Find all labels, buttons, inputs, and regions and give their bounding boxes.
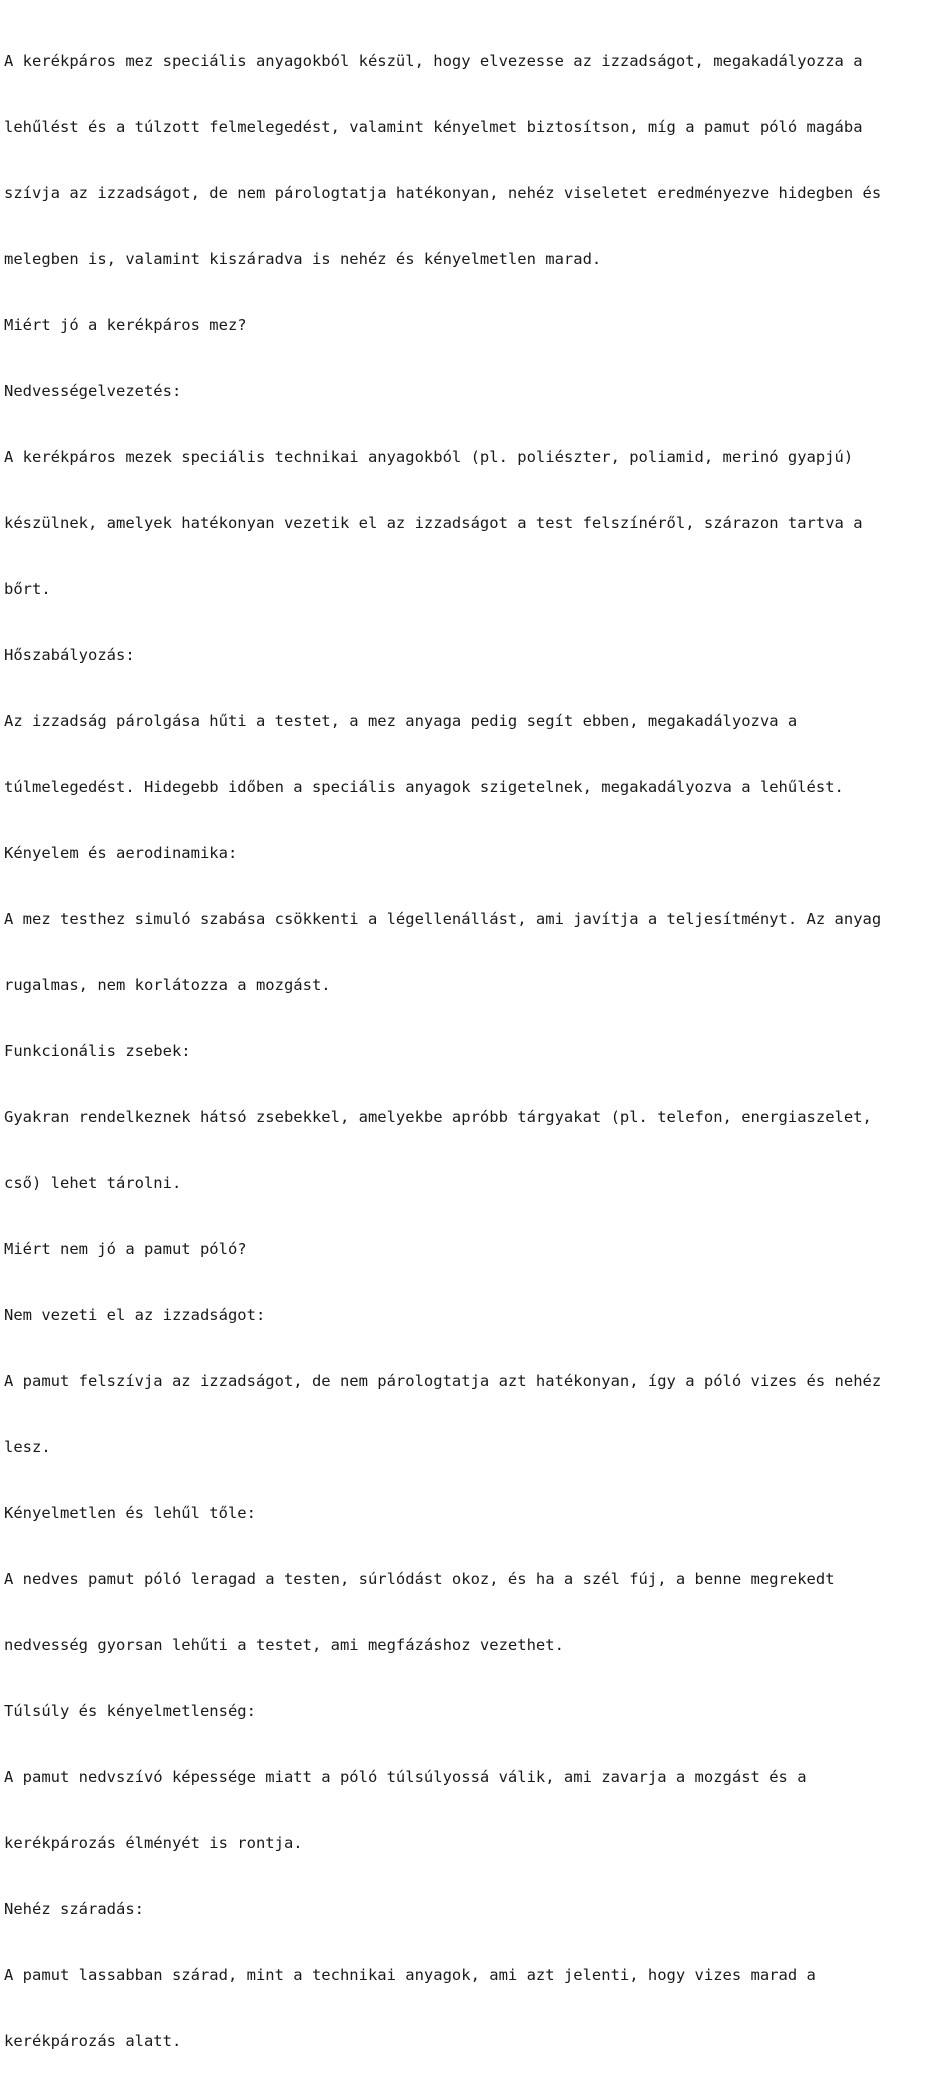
paragraph-line: Az izzadság párolgása hűti a testet, a mez anyaga pedig segít ebben, megakadályozva a: [4, 712, 798, 730]
paragraph-line: A kerékpáros mez speciális anyagokból készül, hogy elvezesse az izzadságot, megakadályozza a: [4, 52, 863, 70]
paragraph-line: A pamut lassabban szárad, mint a technikai anyagok, ami azt jelenti, hogy vizes marad a: [4, 1966, 816, 1984]
paragraph-line: kerékpározás élményét is rontja.: [4, 1834, 303, 1852]
subheading: Nedvességelvezetés:: [4, 382, 182, 400]
paragraph-line: szívja az izzadságot, de nem párologtatja hatékonyan, nehéz viseletet eredményezve hidegben és: [4, 184, 882, 202]
paragraph-line: A nedves pamut póló leragad a testen, súrlódást okoz, és ha a szél fúj, a benne megrekedt: [4, 1570, 835, 1588]
paragraph-line: A kerékpáros mezek speciális technikai anyagokból (pl. poliészter, poliamid, merinó gyapjú): [4, 448, 854, 466]
subheading: Nehéz száradás:: [4, 1900, 144, 1918]
subheading: Nem vezeti el az izzadságot:: [4, 1306, 266, 1324]
paragraph-line: cső) lehet tárolni.: [4, 1174, 182, 1192]
paragraph-line: készülnek, amelyek hatékonyan vezetik el az izzadságot a test felszínéről, szárazon tartva a: [4, 514, 863, 532]
paragraph-line: A pamut felszívja az izzadságot, de nem párologtatja azt hatékonyan, így a póló vizes és nehéz: [4, 1372, 882, 1390]
section-heading: Miért nem jó a pamut póló?: [4, 1240, 247, 1258]
paragraph-line: rugalmas, nem korlátozza a mozgást.: [4, 976, 331, 994]
subheading: Kényelem és aerodinamika:: [4, 844, 238, 862]
paragraph-line: kerékpározás alatt.: [4, 2032, 182, 2050]
paragraph-line: lesz.: [4, 1438, 51, 1456]
section-heading: Miért jó a kerékpáros mez?: [4, 316, 247, 334]
subheading: Túlsúly és kényelmetlenség:: [4, 1702, 256, 1720]
paragraph-line: bőrt.: [4, 580, 51, 598]
subheading: Hőszabályozás:: [4, 646, 135, 664]
subheading: Funkcionális zsebek:: [4, 1042, 191, 1060]
paragraph-line: Gyakran rendelkeznek hátsó zsebekkel, amelyekbe apróbb tárgyakat (pl. telefon, energiaszelet,: [4, 1108, 872, 1126]
paragraph-line: lehűlést és a túlzott felmelegedést, valamint kényelmet biztosítson, míg a pamut póló magába: [4, 118, 863, 136]
document-text: [4, 6, 946, 2074]
paragraph-line: nedvesség gyorsan lehűti a testet, ami megfázáshoz vezethet.: [4, 1636, 564, 1654]
subheading: Kényelmetlen és lehűl tőle:: [4, 1504, 256, 1522]
paragraph-line: melegben is, valamint kiszáradva is nehéz és kényelmetlen marad.: [4, 250, 602, 268]
paragraph-line: A pamut nedvszívó képessége miatt a póló túlsúlyossá válik, ami zavarja a mozgást és a: [4, 1768, 807, 1786]
paragraph-line: A mez testhez simuló szabása csökkenti a légellenállást, ami javítja a teljesítményt. Az anyag: [4, 910, 882, 928]
paragraph-line: túlmelegedést. Hidegebb időben a speciális anyagok szigetelnek, megakadályozva a lehűlést.: [4, 778, 844, 796]
